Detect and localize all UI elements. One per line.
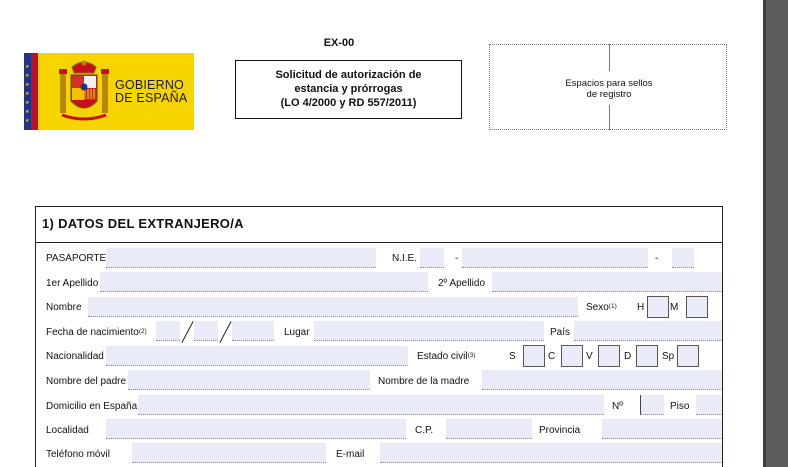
fecha-anio-field[interactable] (232, 321, 274, 341)
sexo-label: Sexo$^{(1)}$ (586, 302, 617, 313)
telefono-label: Teléfono móvil (46, 449, 110, 460)
padre-field[interactable] (128, 370, 370, 390)
pais-field[interactable] (574, 321, 722, 341)
email-label: E-mail (336, 449, 365, 460)
sexo-m-checkbox[interactable] (686, 296, 708, 318)
estado-sp-label: Sp (662, 351, 675, 362)
nie-number-field[interactable] (462, 248, 648, 268)
lugar-field[interactable] (314, 321, 544, 341)
seal-caption: Espacios para sellos de registro (565, 78, 653, 100)
telefono-field[interactable] (132, 443, 326, 463)
nie-control-field[interactable] (672, 248, 694, 268)
nacionalidad-field[interactable] (106, 346, 408, 366)
madre-field[interactable] (482, 370, 722, 390)
estado-s-label: S (509, 351, 516, 362)
pasaporte-label: PASAPORTE (46, 253, 107, 264)
estado-d-label: D (624, 351, 632, 362)
pasaporte-field[interactable] (106, 248, 376, 268)
cp-label: C.P. (415, 425, 434, 436)
madre-label: Nombre de la madre (378, 376, 470, 387)
apellido2-field[interactable] (492, 272, 722, 292)
fecha-dia-field[interactable] (156, 321, 180, 341)
sexo-m-label: M (670, 302, 679, 313)
estado-d-checkbox[interactable] (636, 345, 658, 367)
estado-c-checkbox[interactable] (561, 345, 583, 367)
lugar-label: Lugar (284, 327, 310, 338)
sexo-h-label: H (637, 302, 645, 313)
numero-field[interactable] (640, 395, 664, 415)
provincia-field[interactable] (602, 419, 722, 439)
localidad-field[interactable] (106, 419, 406, 439)
sexo-h-checkbox[interactable] (647, 296, 669, 318)
eu-flag-strip: ★ ★ ★ ★ ★ ★ ★ (24, 53, 38, 130)
pais-label: País (550, 327, 571, 338)
estado-civil-label: Estado civil$^{(3)}$ (417, 351, 476, 362)
nie-letter-field[interactable] (420, 248, 444, 268)
piso-label: Piso (670, 401, 690, 412)
domicilio-label: Domicilio en España (46, 401, 138, 412)
estado-s-checkbox[interactable] (523, 345, 545, 367)
seal-divider-bottom (609, 105, 610, 130)
form-code: EX-00 (323, 37, 355, 49)
provincia-label: Provincia (539, 425, 581, 436)
fecha-mes-field[interactable] (194, 321, 218, 341)
domicilio-field[interactable] (138, 395, 604, 415)
section-title: 1) DATOS DEL EXTRANJERO/A (42, 216, 244, 231)
estado-v-label: V (586, 351, 593, 362)
nie-dash-2: - (655, 253, 659, 264)
title-line-3: (LO 4/2000 y RD 557/2011) (280, 97, 417, 109)
piso-field[interactable] (696, 395, 722, 415)
cp-field[interactable] (446, 419, 532, 439)
estado-sp-checkbox[interactable] (677, 345, 699, 367)
title-line-1: Solicitud de autorización de (275, 69, 422, 81)
estado-v-checkbox[interactable] (598, 345, 620, 367)
localidad-label: Localidad (46, 425, 89, 436)
nombre-field[interactable] (88, 297, 578, 317)
nie-dash-1: - (455, 253, 459, 264)
apellido1-field[interactable] (100, 272, 428, 292)
estado-c-label: C (548, 351, 556, 362)
coat-of-arms-icon (58, 59, 110, 125)
nacionalidad-label: Nacionalidad (46, 351, 104, 362)
seal-divider-top (609, 44, 610, 71)
form-title-box (235, 60, 462, 119)
padre-label: Nombre del padre (46, 376, 127, 387)
nombre-label: Nombre (46, 302, 82, 313)
nie-label: N.I.E. (392, 253, 418, 264)
email-field[interactable] (380, 443, 722, 463)
numero-label: Nº (612, 401, 623, 412)
title-line-2: estancia y prórrogas (294, 83, 403, 95)
viewer-background (763, 0, 788, 467)
apellido1-label: 1er Apellido (46, 278, 99, 289)
apellido2-label: 2º Apellido (438, 278, 486, 289)
logo-text: GOBIERNO DE ESPAÑA (115, 78, 188, 105)
fecha-label: Fecha de nacimiento$^{(2)}$ (46, 327, 147, 338)
gobierno-logo (24, 53, 194, 130)
